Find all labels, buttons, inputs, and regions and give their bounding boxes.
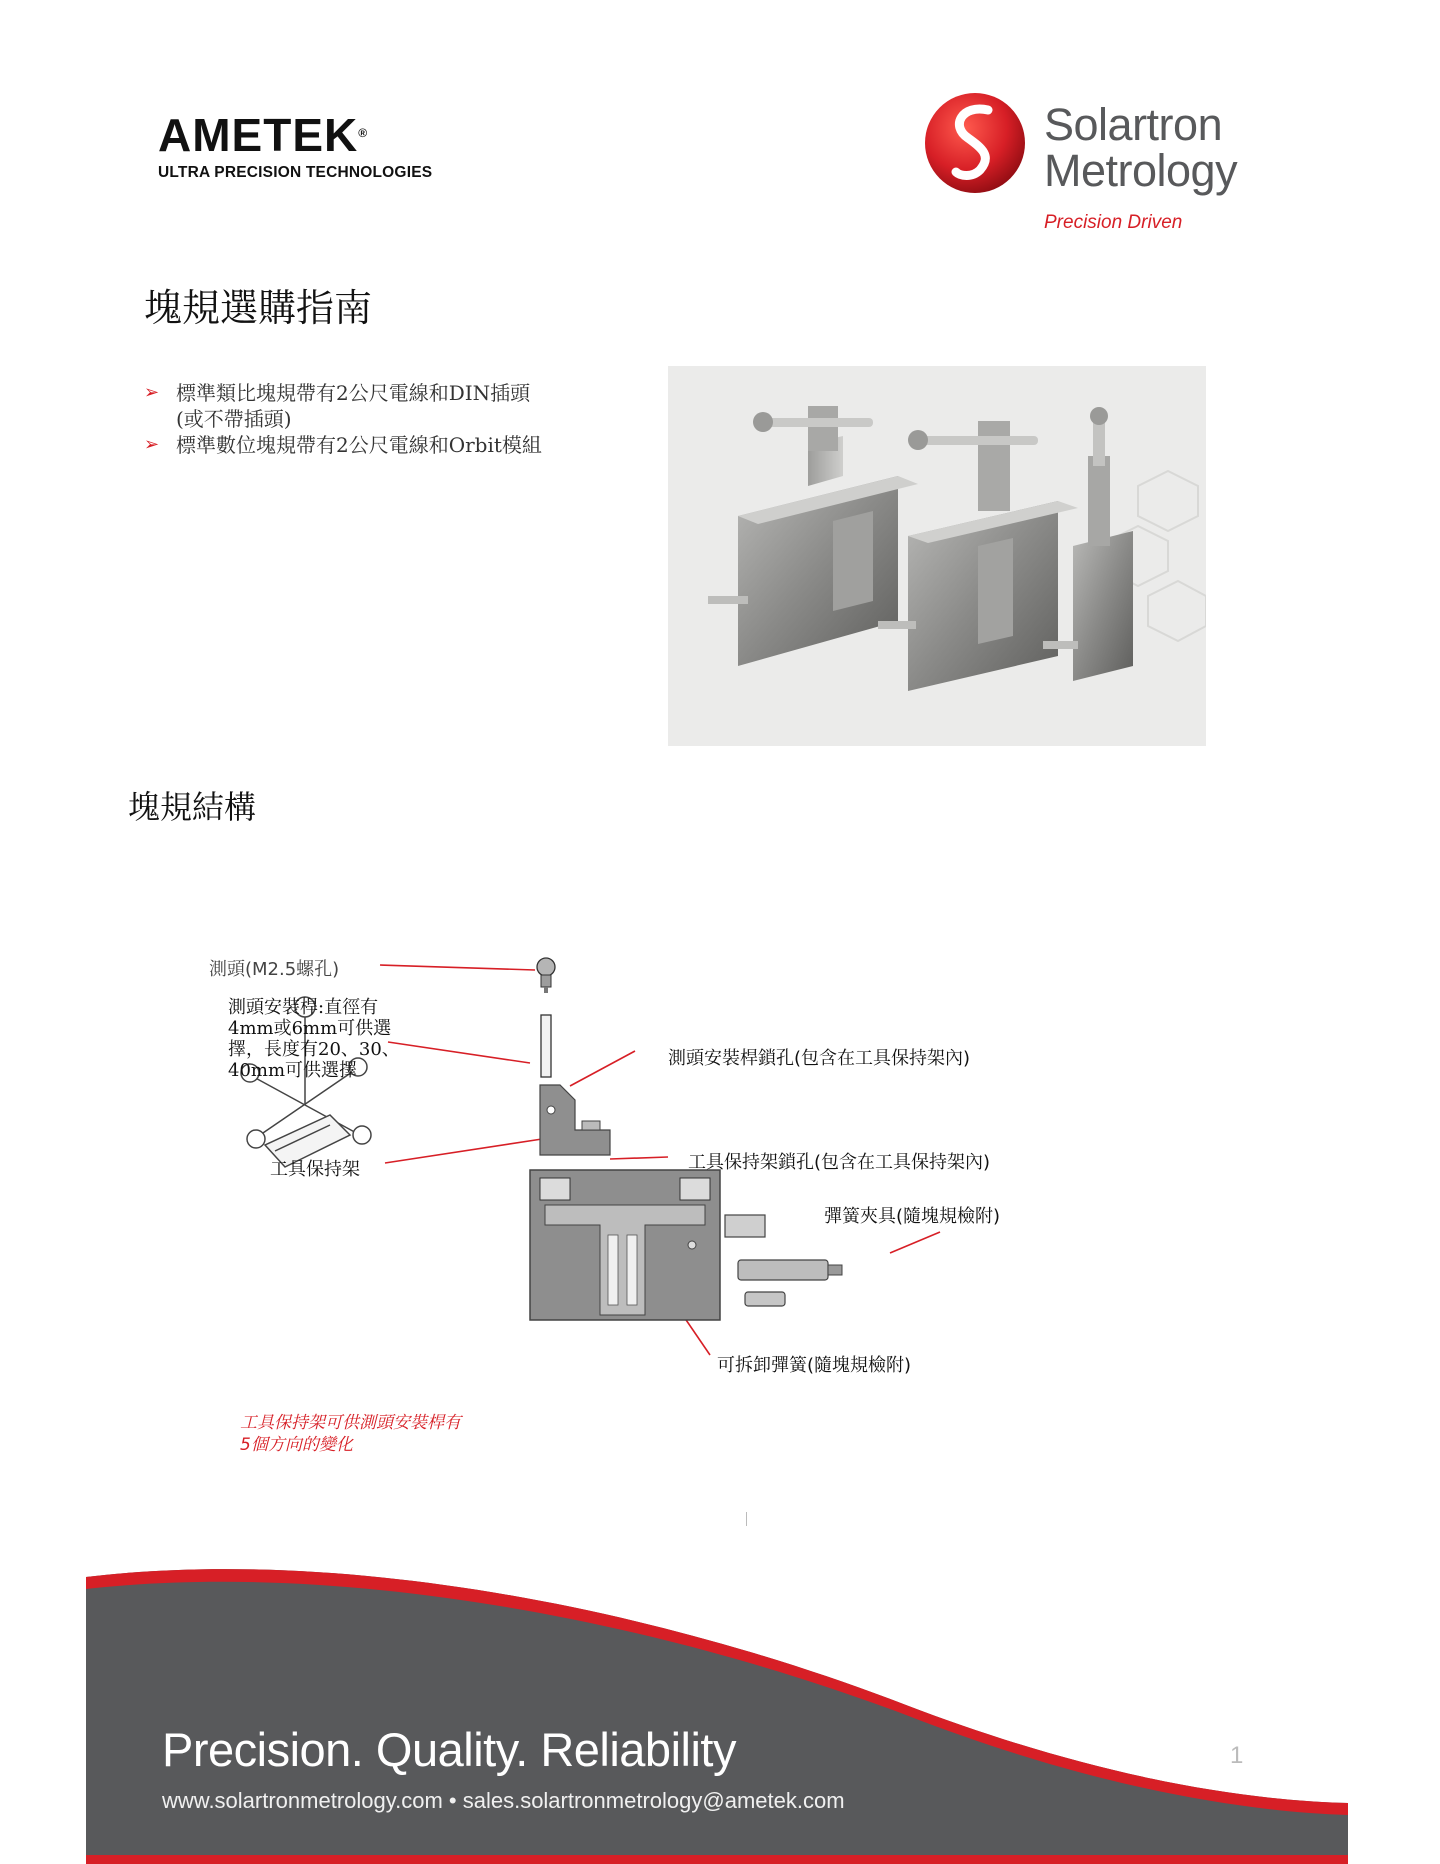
bullet-item <box>144 380 664 432</box>
section-title: 塊規結構 <box>128 788 257 826</box>
bullet-text-continued: (或不帶插頭) <box>176 407 292 431</box>
ametek-subtitle: ULTRA PRECISION TECHNOLOGIES <box>158 164 433 181</box>
feature-bullet-list <box>144 380 664 458</box>
product-photo <box>668 366 1206 746</box>
gauge-body-illustration <box>530 1170 720 1320</box>
probe-tip-illustration <box>537 958 555 993</box>
solartron-swirl-icon <box>922 90 1028 196</box>
solartron-logo <box>922 90 1282 240</box>
label-holder-orientation-note: 工具保持架可供測頭安裝桿有5個方向的變化 <box>240 1413 461 1455</box>
ametek-wordmark: AMETEK® <box>158 109 369 161</box>
footer-band <box>86 1565 1348 1864</box>
bullet-item <box>144 432 664 458</box>
label-probe-rod: 測頭安裝桿:直徑有4mm或6mm可供選擇，長度有20、30、40mm可供選擇 <box>228 997 400 1081</box>
label-holder-lock-hole: 工具保持架鎖孔(包含在工具保持架內) <box>688 1152 991 1173</box>
label-rod-lock-hole: 測頭安裝桿鎖孔(包含在工具保持架內) <box>668 1048 971 1069</box>
bullet-text: 標準類比塊規帶有2公尺電線和DIN插頭 <box>176 381 531 405</box>
solartron-name-line1: Solartron <box>1044 99 1223 150</box>
page-title: 塊規選購指南 <box>144 286 373 330</box>
page-number: 1 <box>1230 1742 1244 1769</box>
label-tool-holder: 工具保持架 <box>270 1159 360 1180</box>
solartron-name-line2: Metrology <box>1044 145 1238 196</box>
label-removable-spring: 可拆卸彈簧(隨塊規檢附) <box>717 1355 912 1376</box>
arrow-bullet-icon: ➢ <box>144 382 160 403</box>
spring-clamp-illustration <box>725 1215 842 1306</box>
solartron-tagline: Precision Driven <box>1044 212 1183 233</box>
arrow-bullet-icon: ➢ <box>144 434 160 455</box>
probe-rod-illustration <box>541 1015 551 1077</box>
bullet-text: 標準數位塊規帶有2公尺電線和Orbit模組 <box>176 433 542 457</box>
divider-tick <box>746 1512 747 1526</box>
label-probe: 測頭(M2.5螺孔) <box>209 959 340 980</box>
ametek-logo <box>158 109 468 182</box>
footer-slogan: Precision. Quality. Reliability <box>162 1723 736 1776</box>
footer-contact: www.solartronmetrology.com • sales.solartronmetrology@ametek.com <box>162 1788 845 1813</box>
label-spring-clamp: 彈簧夾具(隨塊規檢附) <box>824 1206 1001 1227</box>
tool-holder-illustration <box>540 1085 610 1155</box>
